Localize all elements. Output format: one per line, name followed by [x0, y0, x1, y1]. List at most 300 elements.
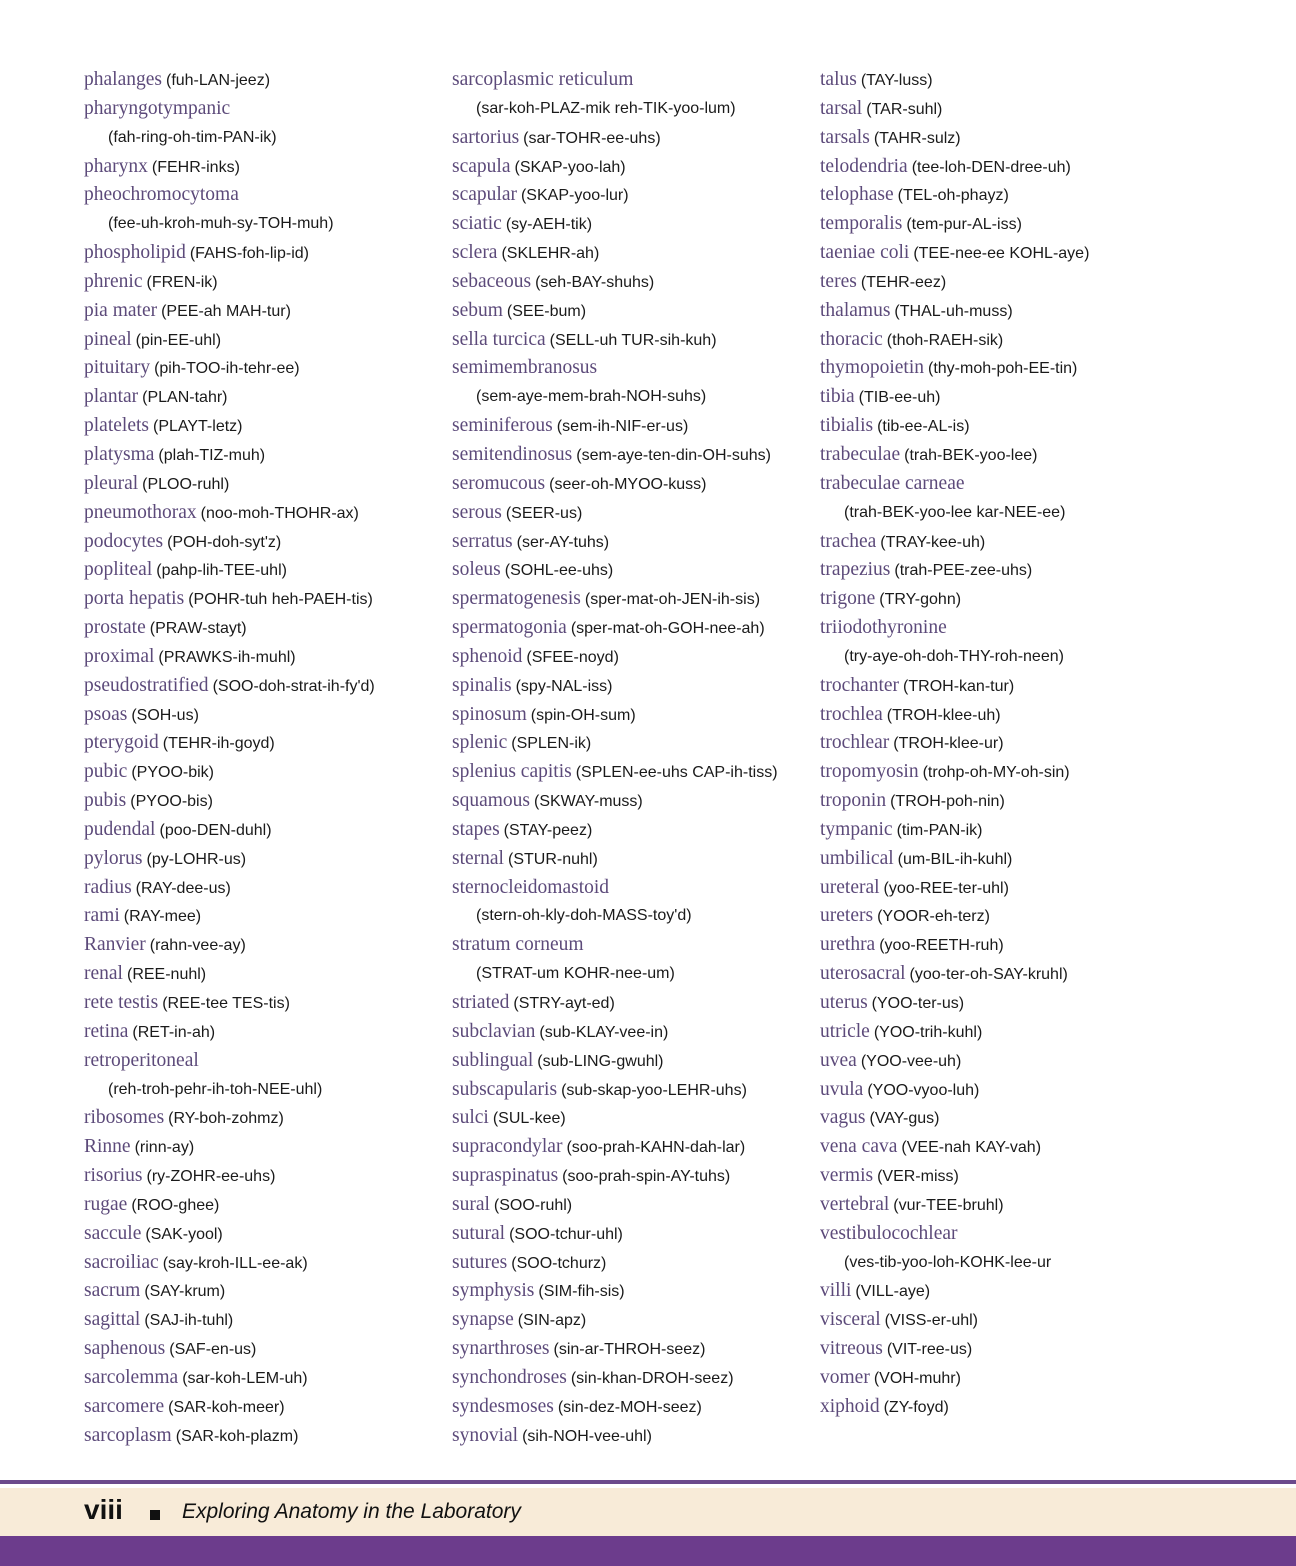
glossary-term: sarcoplasm [84, 1424, 172, 1446]
glossary-entry [84, 758, 444, 787]
glossary-entry [452, 124, 812, 153]
pronunciation: (YOOR-eh-terz) [877, 908, 990, 926]
pronunciation: (sem-aye-mem-brah-NOH-suhs) [476, 388, 707, 406]
glossary-entry [452, 181, 812, 210]
pronunciation: (trah-BEK-yoo-lee kar-NEE-ee) [844, 503, 1066, 521]
pronunciation: (PEE-ah MAH-tur) [161, 302, 291, 320]
glossary-entry [452, 239, 812, 268]
glossary-entry [452, 297, 812, 326]
pronunciation: (SAJ-ih-tuhl) [144, 1312, 234, 1330]
glossary-term: pheochromocytoma [84, 184, 239, 206]
glossary-term: vertebral [820, 1193, 890, 1215]
glossary-entry [820, 239, 1180, 268]
glossary-term: sacrum [84, 1280, 141, 1302]
pronunciation: (vur-TEE-bruhl) [893, 1196, 1004, 1214]
glossary-term: splenius capitis [452, 761, 572, 783]
glossary-term: serratus [452, 530, 513, 552]
glossary-entry [84, 412, 444, 441]
pronunciation: (STUR-nuhl) [507, 850, 598, 868]
glossary-entry [820, 931, 1180, 960]
glossary-entry [84, 1104, 444, 1133]
glossary-column-1 [84, 66, 444, 1451]
glossary-entry [452, 1364, 812, 1393]
glossary-entry [820, 1191, 1180, 1220]
pronunciation: (YOO-trih-kuhl) [873, 1023, 983, 1041]
glossary-term: sebum [452, 299, 503, 321]
pronunciation: (sub-KLAY-vee-in) [539, 1023, 669, 1041]
glossary-term: sartorius [452, 126, 520, 148]
glossary-term: pia mater [84, 299, 158, 321]
glossary-term: pudendal [84, 818, 156, 840]
pronunciation: (spin-OH-sum) [530, 706, 636, 724]
square-bullet-icon [150, 1510, 160, 1520]
pronunciation: (sar-TOHR-ee-uhs) [523, 129, 661, 147]
pronunciation-line [820, 1249, 1180, 1278]
glossary-term: uvea [820, 1049, 857, 1071]
glossary-entry [820, 1306, 1180, 1335]
glossary-term: vitreous [820, 1338, 883, 1360]
pronunciation: (sar-koh-PLAZ-mik reh-TIK-yoo-lum) [476, 99, 736, 117]
pronunciation: (SPLEN-ik) [511, 735, 592, 753]
pronunciation: (POHR-tuh heh-PAEH-tis) [188, 591, 373, 609]
pronunciation: (YOO-ter-us) [871, 995, 965, 1012]
pronunciation: (YOO-vyoo-luh) [867, 1081, 980, 1099]
pronunciation: (YOO-vee-uh) [860, 1052, 962, 1070]
pronunciation-line [84, 1076, 444, 1105]
glossary-term: striated [452, 992, 510, 1013]
pronunciation: (tim-PAN-ik) [896, 821, 983, 839]
glossary-entry [820, 1104, 1180, 1133]
glossary-term: sclera [452, 242, 498, 264]
glossary-term: uterosacral [820, 963, 906, 985]
glossary-term: umbilical [820, 847, 894, 869]
glossary-entry [84, 441, 444, 470]
pronunciation: (noo-moh-THOHR-ax) [200, 504, 359, 522]
glossary-entry [452, 499, 812, 528]
glossary-term: teres [820, 270, 857, 292]
pronunciation: (sem-ih-NIF-er-us) [556, 418, 689, 436]
pronunciation: (RY-boh-zohmz) [168, 1110, 284, 1128]
glossary-term: trochlear [820, 732, 890, 754]
glossary-entry [820, 989, 1180, 1018]
glossary-term: pharyngotympanic [84, 97, 231, 119]
glossary-entry [84, 470, 444, 499]
glossary-entry [452, 354, 812, 383]
glossary-entry [452, 816, 812, 845]
pronunciation: (sper-mat-oh-GOH-nee-ah) [570, 620, 765, 638]
glossary-entry [452, 787, 812, 816]
pronunciation: (RET-in-ah) [132, 1023, 216, 1041]
pronunciation: (PLAN-tahr) [142, 389, 228, 407]
pronunciation: (PLOO-ruhl) [142, 475, 230, 493]
glossary-entry [820, 1220, 1180, 1249]
pronunciation: (yoo-REETH-ruh) [879, 937, 1004, 955]
glossary-entry [820, 1335, 1180, 1364]
glossary-term: urethra [820, 934, 876, 956]
glossary-term: synovial [452, 1424, 519, 1446]
glossary-term: trochlea [820, 703, 883, 725]
glossary-term: vestibulocochlear [820, 1222, 958, 1244]
glossary-term: podocytes [84, 530, 164, 552]
pronunciation: (SIM-fih-sis) [538, 1283, 625, 1301]
pronunciation: (SOO-tchurz) [511, 1254, 607, 1272]
pronunciation: (fah-ring-oh-tim-PAN-ik) [108, 128, 277, 146]
glossary-term: prostate [84, 617, 146, 639]
glossary-term: risorius [84, 1165, 143, 1187]
glossary-term: pubic [84, 761, 128, 783]
glossary-entry [452, 441, 812, 470]
glossary-entry [452, 528, 812, 557]
glossary-entry [84, 585, 444, 614]
glossary-entry [820, 528, 1180, 557]
glossary-term: taeniae coli [820, 242, 910, 264]
glossary-entry [820, 758, 1180, 787]
glossary-entry [452, 210, 812, 239]
glossary-entry [84, 1306, 444, 1335]
glossary-term: retina [84, 1020, 129, 1042]
glossary-entry [84, 326, 444, 355]
glossary-term: synarthroses [452, 1338, 550, 1360]
glossary-entry [84, 239, 444, 268]
glossary-entry [820, 845, 1180, 874]
glossary-entry [84, 672, 444, 701]
glossary-term: squamous [452, 790, 530, 812]
glossary-term: sutures [452, 1251, 508, 1273]
glossary-term: sacroiliac [84, 1251, 159, 1273]
glossary-entry [84, 556, 444, 585]
glossary-term: pterygoid [84, 732, 159, 754]
glossary-entry [84, 528, 444, 557]
pronunciation: (SKLEHR-ah) [501, 245, 600, 263]
glossary-entry [452, 153, 812, 182]
pronunciation: (pin-EE-uhl) [135, 331, 222, 349]
pronunciation: (FEHR-inks) [151, 158, 240, 176]
glossary-term: rete testis [84, 992, 159, 1013]
pronunciation: (TAR-suhl) [866, 100, 943, 118]
pronunciation: (SKAP-yoo-lah) [514, 158, 626, 176]
pronunciation: (SOO-doh-strat-ih-fy'd) [212, 677, 375, 695]
glossary-entry [84, 297, 444, 326]
pronunciation: (PLAYT-letz) [152, 418, 243, 436]
pronunciation: (TRY-gohn) [879, 591, 962, 609]
glossary-term: uterus [820, 992, 868, 1013]
pronunciation-line [820, 643, 1180, 672]
pronunciation: (sub-skap-yoo-LEHR-uhs) [561, 1081, 747, 1099]
pronunciation: (sin-ar-THROH-seez) [553, 1341, 706, 1359]
glossary-entry [820, 902, 1180, 931]
glossary-term: sagittal [84, 1309, 141, 1331]
pronunciation: (TEHR-eez) [860, 273, 947, 291]
glossary-term: stratum corneum [452, 934, 584, 956]
glossary-entry [84, 1393, 444, 1422]
pronunciation: (TEL-oh-phayz) [897, 187, 1009, 205]
pronunciation: (sin-dez-MOH-seez) [557, 1398, 702, 1416]
pronunciation: (PRAW-stayt) [149, 620, 247, 638]
pronunciation: (VAY-gus) [869, 1110, 940, 1128]
glossary-entry [452, 758, 812, 787]
glossary-entry [820, 181, 1180, 210]
pronunciation: (sar-koh-LEM-uh) [182, 1369, 308, 1387]
pronunciation: (TRAY-kee-uh) [880, 533, 986, 551]
glossary-entry [820, 1277, 1180, 1306]
glossary-term: triiodothyronine [820, 617, 947, 639]
glossary-term: phrenic [84, 270, 143, 292]
glossary-entry [820, 816, 1180, 845]
pronunciation: (FAHS-foh-lip-id) [189, 245, 309, 263]
glossary-term: ureteral [820, 876, 880, 898]
glossary-term: pseudostratified [84, 674, 209, 696]
pronunciation: (VILL-aye) [855, 1283, 931, 1301]
glossary-entry [820, 354, 1180, 383]
pronunciation: (VISS-er-uhl) [884, 1312, 978, 1330]
pronunciation: (SOH-us) [131, 706, 199, 724]
glossary-term: phalanges [84, 69, 162, 90]
pronunciation: (rinn-ay) [134, 1139, 195, 1157]
glossary-term: ribosomes [84, 1107, 165, 1129]
glossary-term: vagus [820, 1107, 866, 1129]
glossary-term: syndesmoses [452, 1395, 554, 1417]
pronunciation: (SEER-us) [505, 504, 583, 522]
pronunciation: (soo-prah-spin-AY-tuhs) [562, 1168, 731, 1186]
pronunciation: (VEE-nah KAY-vah) [901, 1139, 1042, 1157]
glossary-term: semitendinosus [452, 443, 573, 465]
glossary-term: pneumothorax [84, 501, 197, 523]
footer-rule [0, 1480, 1296, 1484]
glossary-term: temporalis [820, 213, 903, 235]
pronunciation: (trohp-oh-MY-oh-sin) [922, 764, 1070, 782]
glossary-term: renal [84, 963, 123, 985]
glossary-term: plantar [84, 386, 139, 408]
glossary-entry [452, 989, 812, 1018]
pronunciation: (STRAT-um KOHR-nee-um) [476, 965, 675, 983]
glossary-term: trapezius [820, 559, 891, 581]
glossary-entry [84, 1133, 444, 1162]
glossary-entry [452, 729, 812, 758]
glossary-entry [84, 153, 444, 182]
glossary-term: synchondroses [452, 1366, 567, 1388]
glossary-entry [84, 1335, 444, 1364]
glossary-term: trabeculae carneae [820, 472, 965, 494]
glossary-term: proximal [84, 645, 155, 667]
glossary-entry [820, 1364, 1180, 1393]
glossary-entry [452, 1249, 812, 1278]
glossary-entry [820, 326, 1180, 355]
glossary-term: tympanic [820, 818, 893, 840]
glossary-term: tibialis [820, 415, 874, 437]
glossary-entry [452, 1162, 812, 1191]
glossary-entry [820, 1133, 1180, 1162]
glossary-entry [452, 1306, 812, 1335]
glossary-term: rami [84, 905, 120, 927]
pronunciation-line [452, 960, 812, 989]
pronunciation-line [452, 383, 812, 412]
pronunciation: (sper-mat-oh-JEN-ih-sis) [584, 591, 761, 609]
glossary-entry [820, 95, 1180, 124]
glossary-term: ureters [820, 905, 874, 927]
pronunciation: (SAY-krum) [144, 1283, 226, 1301]
glossary-entry [452, 585, 812, 614]
pronunciation: (SAK-yool) [145, 1225, 223, 1243]
glossary-term: saccule [84, 1222, 142, 1244]
glossary-term: sublingual [452, 1049, 534, 1071]
glossary-term: sarcolemma [84, 1366, 179, 1388]
pronunciation: (tib-ee-AL-is) [877, 418, 970, 436]
pronunciation: (yoo-REE-ter-uhl) [883, 879, 1009, 897]
glossary-column-2 [452, 66, 812, 1451]
pronunciation: (VIT-ree-us) [886, 1341, 973, 1359]
glossary-entry [452, 845, 812, 874]
pronunciation: (thoh-RAEH-sik) [886, 331, 1004, 349]
glossary-term: spermatogonia [452, 617, 567, 639]
glossary-term: pharynx [84, 155, 148, 177]
pronunciation: (SAR-koh-plazm) [175, 1427, 299, 1445]
glossary-entry [820, 470, 1180, 499]
glossary-entry [820, 960, 1180, 989]
glossary-term: spinalis [452, 674, 512, 696]
pronunciation: (sih-NOH-vee-uhl) [522, 1427, 652, 1445]
pronunciation: (STRY-ayt-ed) [513, 995, 615, 1012]
glossary-term: troponin [820, 790, 887, 812]
glossary-term: soleus [452, 559, 501, 581]
pronunciation: (say-kroh-ILL-ee-ak) [162, 1254, 308, 1272]
glossary-entry [452, 643, 812, 672]
pronunciation: (SUL-kee) [492, 1110, 566, 1128]
glossary-entry [820, 556, 1180, 585]
pronunciation: (sem-aye-ten-din-OH-suhs) [576, 446, 771, 464]
pronunciation: (REE-nuhl) [126, 966, 207, 984]
glossary-term: sebaceous [452, 270, 532, 292]
pronunciation: (reh-troh-pehr-ih-toh-NEE-uhl) [108, 1080, 323, 1098]
glossary-term: spinosum [452, 703, 527, 725]
glossary-term: trabeculae [820, 443, 901, 465]
pronunciation: (VER-miss) [877, 1168, 959, 1186]
glossary-entry [84, 383, 444, 412]
glossary-entry [84, 902, 444, 931]
page-number: viii [84, 1494, 123, 1525]
glossary-entry [820, 1393, 1180, 1422]
pronunciation: (TROH-kan-tur) [903, 677, 1015, 695]
glossary-entry [84, 1018, 444, 1047]
glossary-entry [452, 1335, 812, 1364]
glossary-entry [452, 556, 812, 585]
glossary-entry [820, 124, 1180, 153]
glossary-entry [84, 816, 444, 845]
pronunciation: (REE-tee TES-tis) [162, 995, 290, 1012]
glossary-entry [452, 1393, 812, 1422]
pronunciation-line [84, 210, 444, 239]
pronunciation: (fee-uh-kroh-muh-sy-TOH-muh) [108, 215, 334, 233]
glossary-entry [84, 701, 444, 730]
pronunciation-line [820, 499, 1180, 528]
glossary-term: vermis [820, 1165, 874, 1187]
glossary-term: sarcoplasmic reticulum [452, 69, 634, 90]
glossary-entry [84, 931, 444, 960]
glossary-term: sciatic [452, 213, 502, 235]
glossary-term: tropomyosin [820, 761, 919, 783]
pronunciation: (soo-prah-KAHN-dah-lar) [566, 1139, 746, 1157]
glossary-entry [820, 1047, 1180, 1076]
glossary-entry [84, 181, 444, 210]
glossary-entry [820, 268, 1180, 297]
glossary-term: tarsals [820, 126, 870, 148]
pronunciation: (ROO-ghee) [131, 1196, 220, 1214]
glossary-term: vomer [820, 1366, 870, 1388]
glossary-term: pylorus [84, 847, 143, 869]
glossary-entry [84, 1277, 444, 1306]
pronunciation: (SOO-ruhl) [493, 1196, 573, 1214]
glossary-term: synapse [452, 1309, 514, 1331]
glossary-term: thoracic [820, 328, 883, 350]
glossary-entry [84, 989, 444, 1018]
pronunciation: (TROH-klee-ur) [893, 735, 1004, 753]
glossary-term: seminiferous [452, 415, 553, 437]
glossary-entry [820, 66, 1180, 95]
glossary-term: sphenoid [452, 645, 523, 667]
pronunciation: (SEE-bum) [506, 302, 587, 320]
glossary-term: subscapularis [452, 1078, 558, 1100]
glossary-term: seromucous [452, 472, 546, 494]
glossary-term: vena cava [820, 1136, 898, 1158]
glossary-term: pituitary [84, 357, 151, 379]
glossary-term: thymopoietin [820, 357, 924, 379]
pronunciation: (SAR-koh-meer) [168, 1398, 285, 1416]
glossary-entry [84, 643, 444, 672]
glossary-entry [84, 268, 444, 297]
pronunciation: (poo-DEN-duhl) [159, 821, 272, 839]
glossary-entry [84, 1364, 444, 1393]
pronunciation: (ser-AY-tuhs) [516, 533, 610, 551]
glossary-entry [820, 787, 1180, 816]
glossary-term: talus [820, 69, 857, 90]
glossary-entry [84, 66, 444, 95]
pronunciation: (tee-loh-DEN-dree-uh) [911, 158, 1071, 176]
glossary-entry [820, 672, 1180, 701]
glossary-term: sulci [452, 1107, 489, 1129]
glossary-entry [820, 701, 1180, 730]
glossary-column-3 [820, 66, 1180, 1422]
glossary-term: Ranvier [84, 934, 146, 956]
glossary-term: supracondylar [452, 1136, 563, 1158]
pronunciation: (pahp-lih-TEE-uhl) [156, 562, 287, 580]
glossary-entry [84, 354, 444, 383]
pronunciation: (rahn-vee-ay) [149, 937, 246, 955]
pronunciation-line [84, 124, 444, 153]
glossary-entry [820, 441, 1180, 470]
glossary-entry [452, 701, 812, 730]
glossary-term: sternocleidomastoid [452, 876, 610, 898]
glossary-term: uvula [820, 1078, 864, 1100]
pronunciation: (sub-LING-gwuhl) [537, 1052, 664, 1070]
book-title: Exploring Anatomy in the Laboratory [182, 1500, 521, 1523]
glossary-entry [84, 1422, 444, 1451]
glossary-term: subclavian [452, 1020, 536, 1042]
glossary-entry [452, 1076, 812, 1105]
pronunciation: (TROH-klee-uh) [886, 706, 1001, 724]
glossary-entry [84, 960, 444, 989]
glossary-term: thalamus [820, 299, 891, 321]
glossary-entry [820, 1018, 1180, 1047]
glossary-term: popliteal [84, 559, 153, 581]
pronunciation: (SKAP-yoo-lur) [520, 187, 629, 205]
glossary-term: serous [452, 501, 502, 523]
pronunciation: (ves-tib-yoo-loh-KOHK-lee-ur [844, 1253, 1052, 1271]
glossary-entry [820, 874, 1180, 903]
glossary-term: xiphoid [820, 1395, 880, 1417]
pronunciation: (TIB-ee-uh) [858, 389, 941, 407]
pronunciation: (PRAWKS-ih-muhl) [158, 648, 296, 666]
glossary-entry [84, 1249, 444, 1278]
pronunciation: (tem-pur-AL-iss) [906, 216, 1022, 234]
